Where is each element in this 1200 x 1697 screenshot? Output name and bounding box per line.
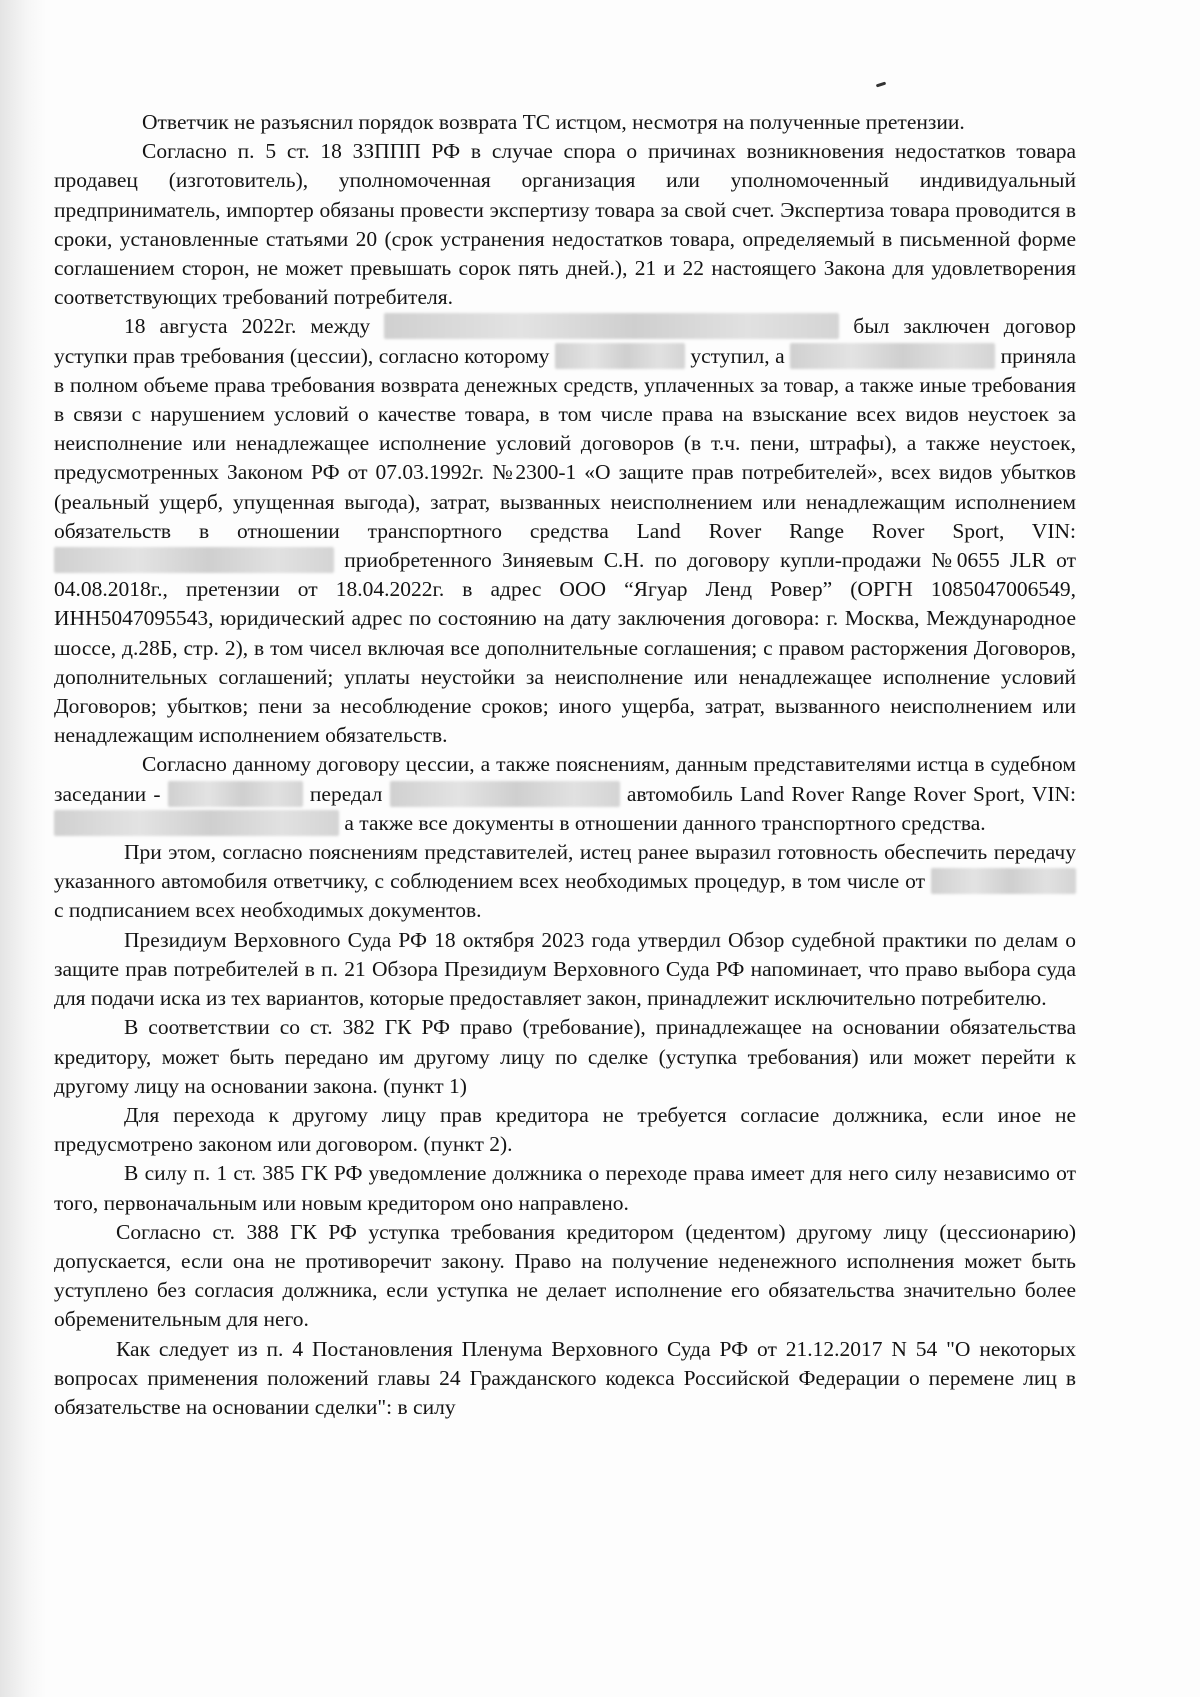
paragraph-5: При этом, согласно пояснениям представителей, истец ранее выразил готовность обеспечить передачу указанного автомобиля ответчику, с соблюдением всех необходимых процедур, в том числе от с подписанием всех необходимых документов. (54, 840, 1076, 923)
redacted-assignee (790, 343, 995, 369)
paragraph-7: В соответствии со ст. 382 ГК РФ право (требование), принадлежащее на основании обязательства кредитору, может быть передано им другому лицу по сделке (уступка требования) или может перейти к другому лицу на основании закона. (пункт 1) (54, 1015, 1076, 1098)
paragraph-4: Согласно данному договору цессии, а также пояснениям, данным представителями истца в судебном заседании - передал автомобиль Land Rover Range Rover Sport, VIN: а также все документы в отношении данного транспортного средства. (54, 752, 1077, 835)
redacted-vin (54, 547, 334, 573)
paragraph-6: Президиум Верховного Суда РФ 18 октября 2023 года утвердил Обзор судебной практики по делам о защите прав потребителей в п. 21 Обзора Президиум Верховного Суда РФ напоминает, что право выбора суда для подачи иска из тех вариантов, которые предоставляет закон, принадлежит исключительно потребителю. (54, 927, 1076, 1011)
document-body (54, 108, 1076, 1422)
redacted-parties (384, 313, 839, 339)
paragraph-11: Как следует из п. 4 Постановления Пленума Верховного Суда РФ от 21.12.2017 N 54 "О некоторых вопросах применения положений главы 24 Гражданского кодекса Российской Федерации о перемене лиц в обязательстве на основании сделки": в силу (54, 1336, 1076, 1419)
redacted-assignor (555, 343, 685, 369)
scan-edge-shadow (0, 0, 46, 1697)
paragraph-8: Для перехода к другому лицу прав кредитора не требуется согласие должника, если иное не предусмотрено законом или договором. (пункт 2). (54, 1102, 1076, 1157)
redacted-recipient (390, 781, 620, 807)
paragraph-9: В силу п. 1 ст. 385 ГК РФ уведомление должника о переходе права имеет для него силу независимо от того, первоначальным или новым кредитором оно направлено. (54, 1161, 1076, 1215)
scan-speck (876, 82, 886, 88)
paragraph-1: Ответчик не разъяснил порядок возврата ТС истцом, несмотря на полученные претензии. (142, 110, 965, 134)
paragraph-10: Согласно ст. 388 ГК РФ уступка требования кредитором (цедентом) другому лицу (цессионарию) допускается, если она не противоречит закону. Право на получение неденежного исполнения может быть уступлено без согласия должника, если уступка не делает исполнение его обязательства значительно более обременительным для него. (54, 1219, 1076, 1332)
redacted-transferor (168, 781, 303, 807)
paragraph-3: 18 августа 2022г. между был заключен договор уступки прав требования (цессии), согласно которому уступил, а приняла в полном объеме права требования возврата денежных средств, уплаченных за товар, а также иные требования в связи с нарушением условий о качестве товара, в том числе права на взыскание всех видов неустоек за неисполнение или ненадлежащее исполнение условий договоров (в т.ч. пени, штрафы), а также неустоек, предусмотренных Законом РФ от 07.03.1992г. №2300-1 «О защите прав потребителей», всех видов убытков (реальный ущерб, упущенная выгода), затрат, вызванных неисполнением или ненадлежащим исполнением обязательств в отношении транспортного средства Land Rover Range Rover Sport, VIN: приобретенного Зиняевым С.Н. по договору купли-продажи №0655 JLR от 04.08.2018г., претензии от 18.04.2022г. в адрес ООО “Ягуар Ленд Ровер” (ОРГН 1085047006549, ИНН5047095543, юридический адрес по состоянию на дату заключения договора: г. Москва, Международное шоссе, д.28Б, стр. 2), в том чисел включая все дополнительные соглашения; с правом расторжения Договоров, дополнительных соглашений; уплаты неустойки за неисполнение или ненадлежащее исполнение условий Договоров; убытков; пени за несоблюдение сроков; иного ущерба, затрат, вызванного неисполнением или ненадлежащим исполнением обязательств. (54, 314, 1077, 748)
redacted-vin-2 (54, 810, 339, 836)
redacted-name (931, 868, 1076, 894)
paragraph-2: Согласно п. 5 ст. 18 ЗЗППП РФ в случае спора о причинах возникновения недостатков товара продавец (изготовитель), уполномоченная организация или уполномоченный индивидуальный предприниматель, импортер обязаны провести экспертизу товара за свой счет. Экспертиза товара проводится в сроки, установленные статьями 20 (срок устранения недостатков товара, определяемый в письменной форме соглашением сторон, не может превышать сорок пять дней.), 21 и 22 настоящего Закона для удовлетворения соответствующих требований потребителя. (54, 139, 1076, 310)
